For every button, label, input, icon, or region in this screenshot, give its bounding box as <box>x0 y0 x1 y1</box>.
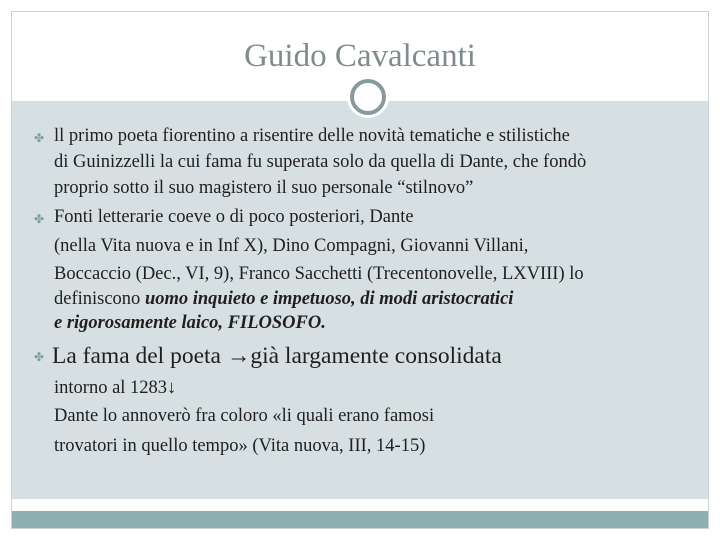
text-line: Boccaccio (Dec., VI, 9), Franco Sacchetti (Trecentonovelle, LXVIII) lo <box>54 264 584 284</box>
text-line-large: La fama del poeta →già largamente consolidata <box>52 343 502 369</box>
text-line: (nella Vita nuova e in Inf X), Dino Compagni, Giovanni Villani, <box>54 236 529 256</box>
text-line-mixed <box>54 289 513 310</box>
bullet-icon: ✤ <box>34 350 45 364</box>
text-line: intorno al 1283↓ <box>54 378 177 398</box>
text-line: Dante lo annoverò fra coloro «li quali erano famosi <box>54 406 435 426</box>
text-emphasis: uomo inquieto e impetuoso, di modi aristocratici <box>144 289 514 309</box>
text-line: proprio sotto il suo magistero il suo personale “stilnovo” <box>54 178 474 198</box>
text-line: di Guinizzelli la cui fama fu superata solo da quella di Dante, che fondò <box>54 152 587 172</box>
text-emphasis-line: e rigorosamente laico, FILOSOFO. <box>54 313 326 333</box>
text-line: Fonti letterarie coeve o di poco posteriori, Dante <box>54 207 414 227</box>
text-plain: definiscono <box>54 289 145 309</box>
bottom-bar <box>12 511 708 528</box>
bullet-icon: ✤ <box>34 131 45 145</box>
text-line: ll primo poeta fiorentino a risentire delle novità tematiche e stilistiche <box>54 126 570 146</box>
ring-ornament-icon <box>350 79 386 115</box>
bullet-icon: ✤ <box>34 212 45 226</box>
text-line: trovatori in quello tempo» (Vita nuova, III, 14-15) <box>54 436 426 456</box>
slide-title: Guido Cavalcanti <box>244 38 476 74</box>
